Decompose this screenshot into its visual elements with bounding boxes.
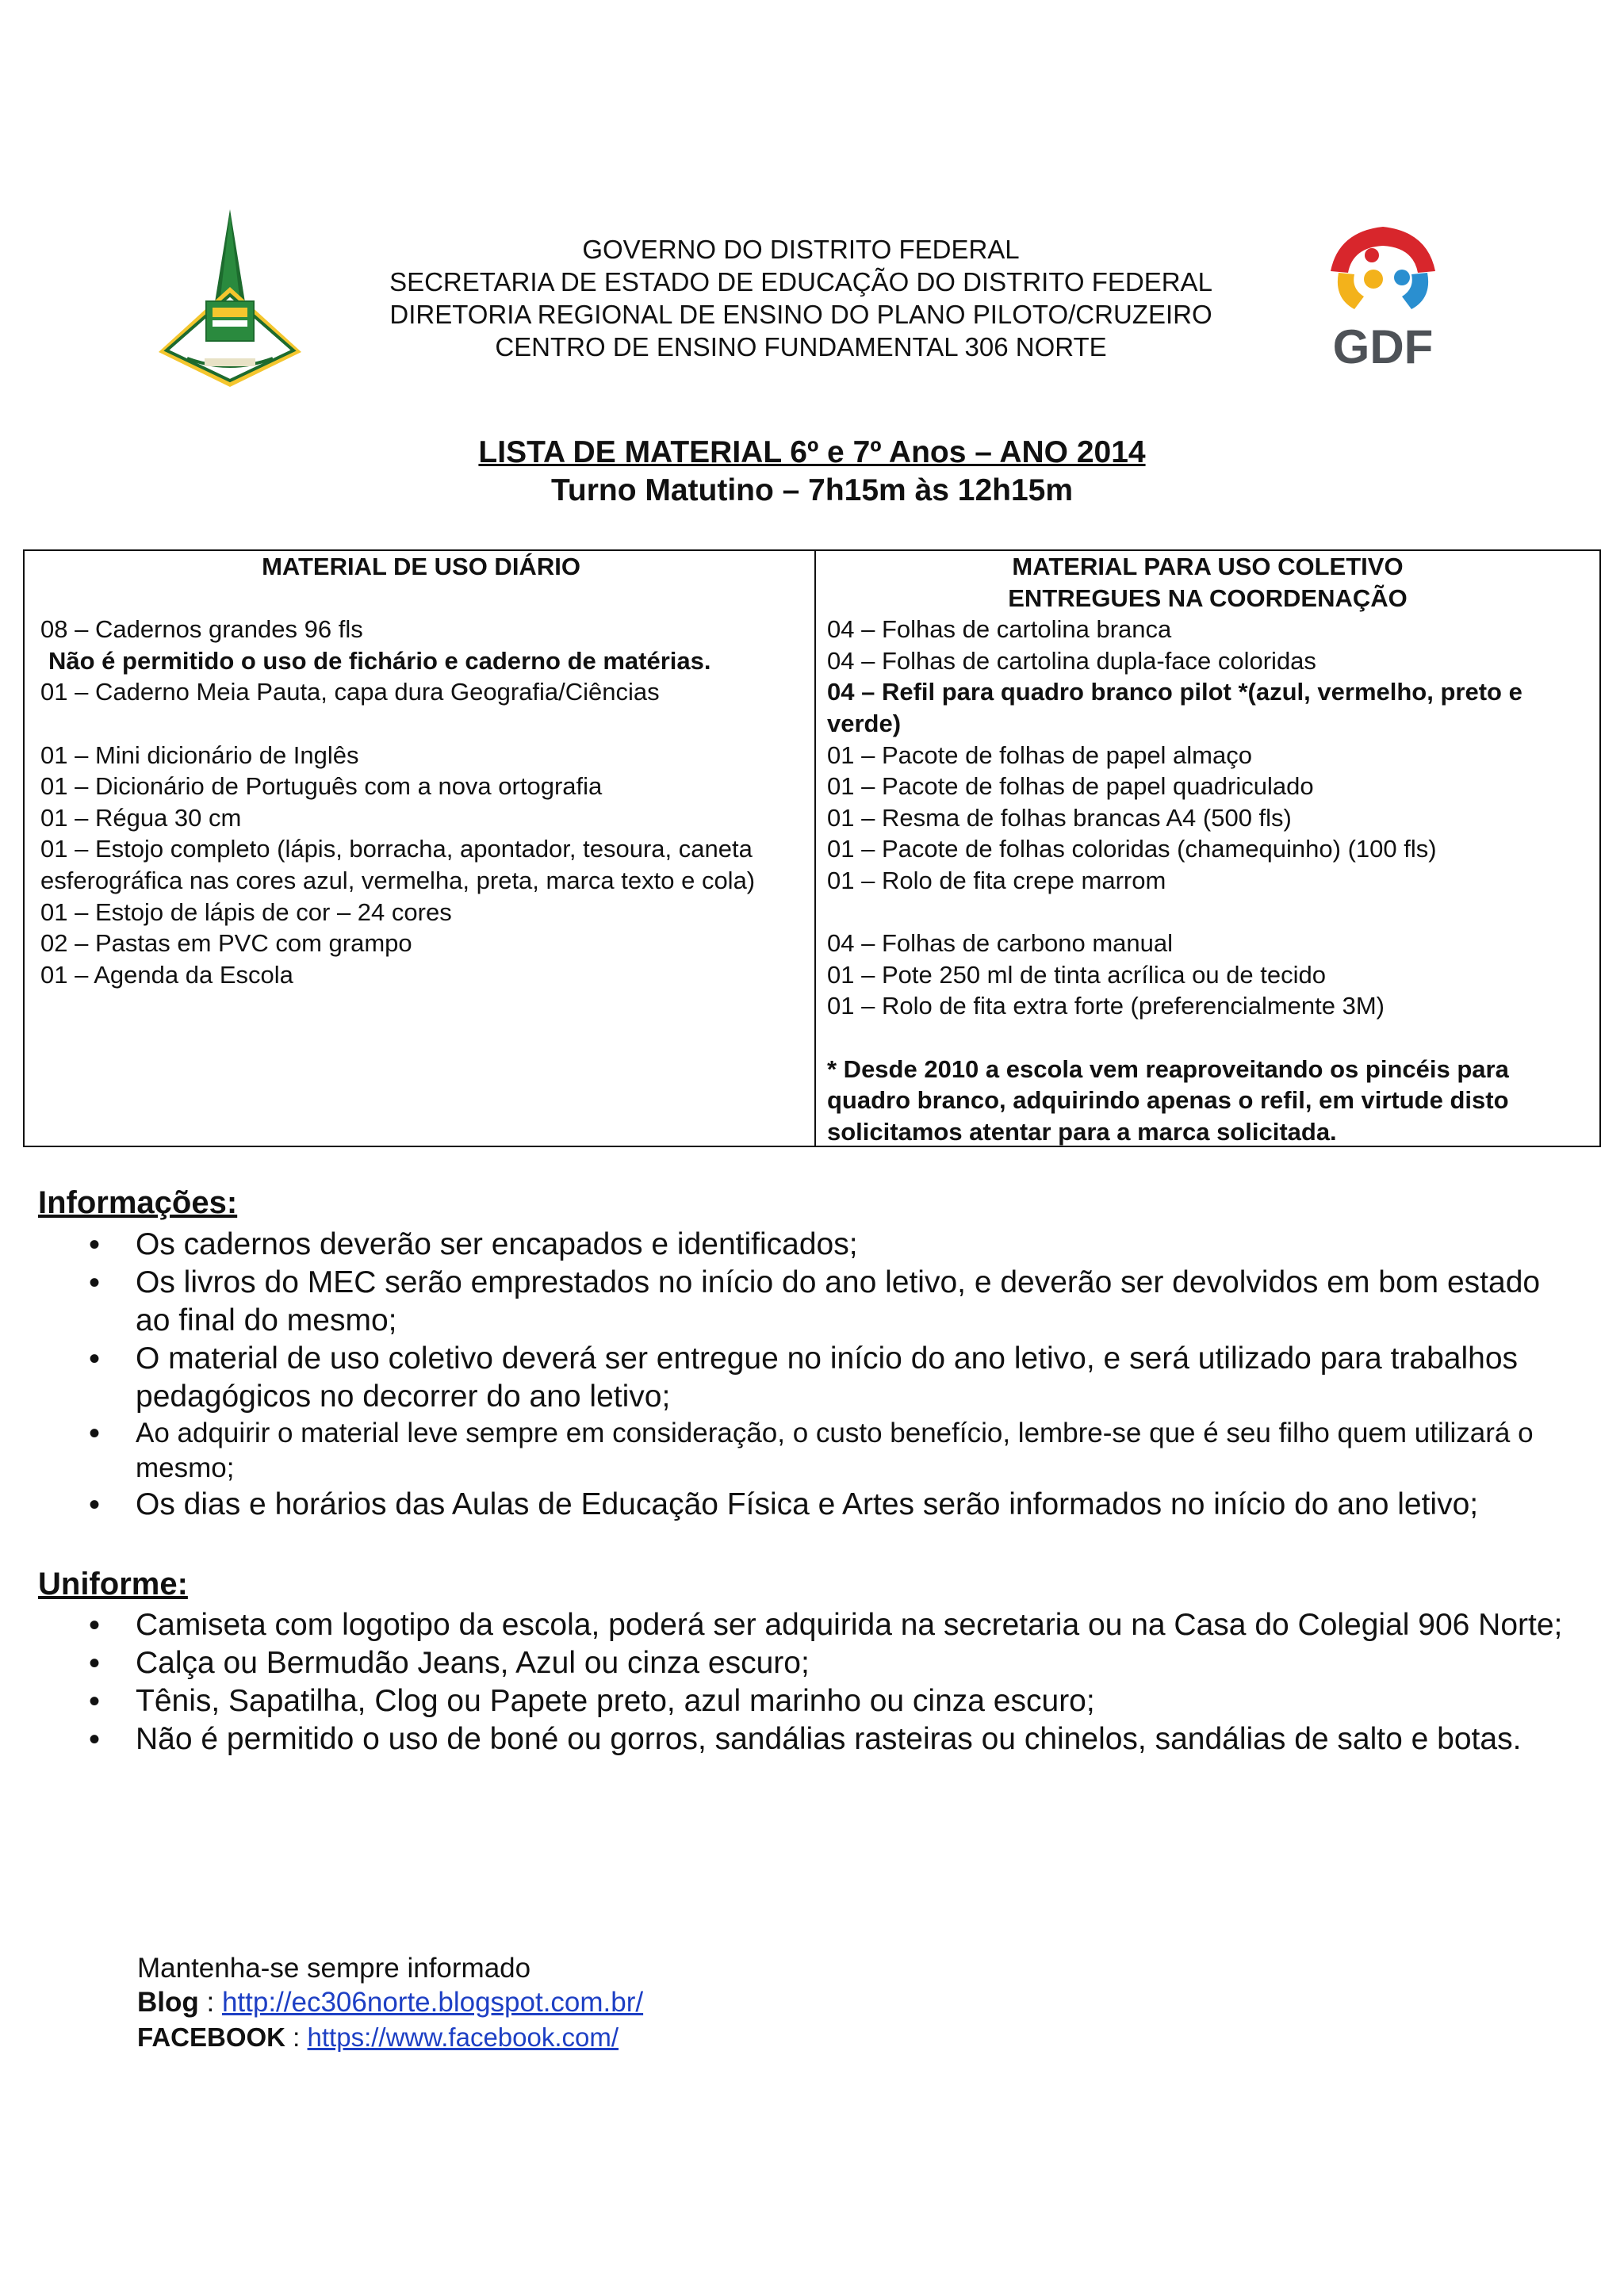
list-item: 01 – Caderno Meia Pauta, capa dura Geografia/Ciências bbox=[40, 678, 660, 706]
list-item: 08 – Cadernos grandes 96 fls bbox=[40, 615, 363, 644]
collective-material-subheading: ENTREGUES NA COORDENAÇÃO bbox=[1008, 584, 1408, 612]
informacoes-title: Informações: bbox=[38, 1185, 238, 1220]
page-title: LISTA DE MATERIAL 6º e 7º Anos – ANO 2014 bbox=[478, 435, 1146, 469]
gdf-logo-text: GDF bbox=[1332, 320, 1434, 371]
bullet-icon: • bbox=[89, 1341, 101, 1376]
table-column-divider bbox=[814, 551, 816, 1146]
list-item: 01 – Estojo completo (lápis, borracha, apontador, tesoura, caneta esferográfica nas cores azul, vermelha, preta, marca texto e cola) bbox=[40, 835, 756, 894]
list-item: 04 – Folhas de cartolina dupla-face coloridas bbox=[827, 646, 1316, 675]
list-item: • Os dias e horários das Aulas de Educação Física e Artes serão informados no início do ano letivo; bbox=[89, 1487, 1479, 1522]
list-item: • Os livros do MEC serão emprestados no início do ano letivo, e deverão ser devolvidos em bom estado ao final do mesmo; bbox=[89, 1265, 1541, 1337]
marker-refill-item: 04 – Refil para quadro branco pilot *(azul, vermelho, preto e verde) bbox=[827, 678, 1522, 737]
list-item: 02 – Pastas em PVC com grampo bbox=[40, 929, 412, 958]
informacoes-list bbox=[79, 1226, 1570, 1524]
list-item: 04 – Folhas de cartolina branca bbox=[827, 615, 1172, 644]
list-item: 01 – Resma de folhas brancas A4 (500 fls) bbox=[827, 803, 1292, 832]
bullet-icon: • bbox=[89, 1416, 101, 1451]
header-line-government: GOVERNO DO DISTRITO FEDERAL bbox=[582, 235, 1020, 264]
binder-warning: Não é permitido o uso de fichário e caderno de matérias. bbox=[48, 646, 711, 675]
facebook-label: FACEBOOK bbox=[137, 2022, 286, 2052]
blog-label: Blog bbox=[137, 1987, 199, 2018]
footer-facebook: FACEBOOK : https://www.facebook.com/ bbox=[137, 2022, 619, 2052]
list-item: 01 – Agenda da Escola bbox=[40, 960, 293, 989]
list-item: 01 – Pacote de folhas coloridas (chamequinho) (100 fls) bbox=[827, 835, 1437, 863]
list-item: 01 – Pacote de folhas de papel quadriculado bbox=[827, 772, 1314, 801]
collective-material-heading: MATERIAL PARA USO COLETIVO bbox=[1012, 553, 1404, 580]
list-item: 01 – Pacote de folhas de papel almaço bbox=[827, 740, 1252, 769]
list-item: 01 – Rolo de fita crepe marrom bbox=[827, 866, 1166, 894]
facebook-link[interactable]: https://www.facebook.com/ bbox=[307, 2022, 619, 2052]
bullet-icon: • bbox=[89, 1608, 101, 1643]
blog-link[interactable]: http://ec306norte.blogspot.com.br/ bbox=[221, 1987, 644, 2018]
list-item: • Os cadernos deverão ser encapados e identificados; bbox=[89, 1227, 858, 1262]
bullet-icon: • bbox=[89, 1265, 101, 1300]
footer-blog: Blog : http://ec306norte.blogspot.com.br/ bbox=[137, 1987, 644, 2018]
footer-intro: Mantenha-se sempre informado bbox=[137, 1953, 531, 1984]
header-line-diretoria: DIRETORIA REGIONAL DE ENSINO DO PLANO PILOTO/CRUZEIRO bbox=[389, 300, 1212, 329]
bullet-icon: • bbox=[89, 1227, 101, 1262]
list-item: • Ao adquirir o material leve sempre em consideração, o custo benefício, lembre-se que é seu filho quem utilizará o mesmo; bbox=[89, 1416, 1534, 1483]
uniforme-list bbox=[79, 1606, 1570, 1758]
header-line-secretaria: SECRETARIA DE ESTADO DE EDUCAÇÃO DO DISTRITO FEDERAL bbox=[389, 267, 1212, 297]
list-item: 01 – Pote 250 ml de tinta acrílica ou de tecido bbox=[827, 960, 1327, 989]
df-coat-of-arms-icon bbox=[155, 208, 304, 387]
header-line-school: CENTRO DE ENSINO FUNDAMENTAL 306 NORTE bbox=[495, 332, 1107, 362]
list-item: 04 – Folhas de carbono manual bbox=[827, 929, 1174, 958]
bullet-icon: • bbox=[89, 1646, 101, 1681]
list-item: • Camiseta com logotipo da escola, poderá ser adquirida na secretaria ou na Casa do Colegial 906 Norte; bbox=[89, 1608, 1563, 1643]
collective-material-column bbox=[827, 551, 1588, 1147]
list-item: 01 – Dicionário de Português com a nova ortografia bbox=[40, 772, 603, 801]
page-subtitle-schedule: Turno Matutino – 7h15m às 12h15m bbox=[550, 473, 1074, 507]
list-item: • Tênis, Sapatilha, Clog ou Papete preto, azul marinho ou cinza escuro; bbox=[89, 1684, 1095, 1719]
bullet-icon: • bbox=[89, 1722, 101, 1757]
list-item: • Calça ou Bermudão Jeans, Azul ou cinza escuro; bbox=[89, 1646, 810, 1681]
daily-material-column bbox=[40, 551, 802, 990]
bullet-icon: • bbox=[89, 1487, 101, 1522]
bullet-icon: • bbox=[89, 1684, 101, 1719]
list-item: 01 – Rolo de fita extra forte (preferencialmente 3M) bbox=[827, 992, 1385, 1020]
list-item: 01 – Régua 30 cm bbox=[40, 803, 242, 832]
marker-reuse-note: * Desde 2010 a escola vem reaproveitando os pincéis para quadro branco, adquirindo apenas o refil, em virtude disto solicitamos atentar para a marca solicitada. bbox=[827, 1054, 1509, 1146]
list-item: 01 – Estojo de lápis de cor – 24 cores bbox=[40, 897, 452, 926]
daily-material-heading: MATERIAL DE USO DIÁRIO bbox=[262, 553, 580, 580]
list-item: 01 – Mini dicionário de Inglês bbox=[40, 740, 359, 769]
list-item: • O material de uso coletivo deverá ser entregue no início do ano letivo, e será utilizado para trabalhos pedagógicos no decorrer do ano letivo; bbox=[89, 1341, 1519, 1414]
material-table bbox=[23, 549, 1601, 1147]
list-item: • Não é permitido o uso de boné ou gorros, sandálias rasteiras ou chinelos, sandálias de salto e botas. bbox=[89, 1722, 1522, 1757]
gdf-logo-icon bbox=[1315, 216, 1451, 371]
uniforme-title: Uniforme: bbox=[38, 1567, 188, 1601]
